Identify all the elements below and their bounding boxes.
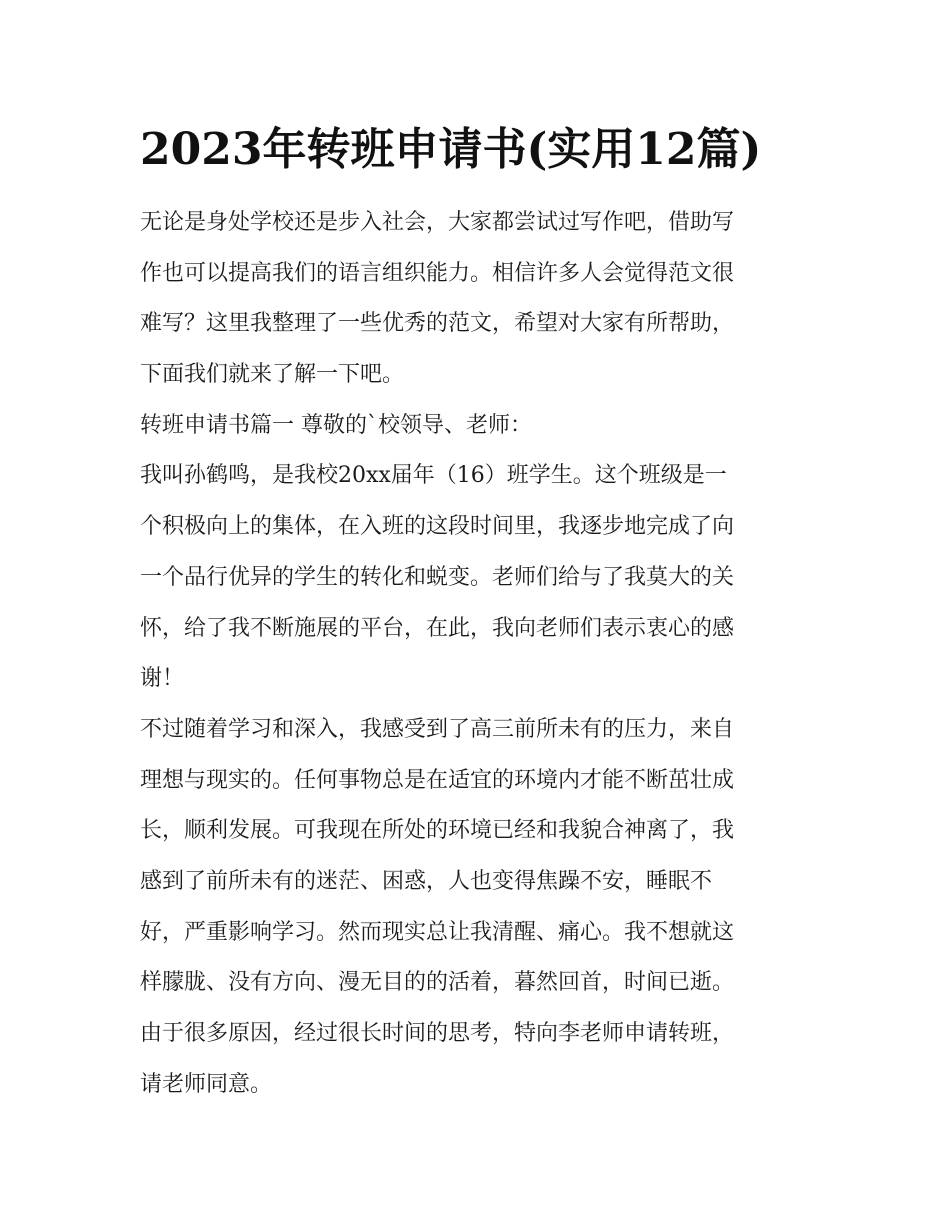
text-line: 谢！	[140, 666, 185, 692]
text-line: 作也可以提高我们的语言组织能力。相信许多人会觉得范文很	[140, 260, 735, 286]
text-line: 不过随着学习和深入，我感受到了高三前所未有的压力，来自	[140, 716, 735, 742]
text-line: 我叫孙鹤鸣，是我校20xx届年（16）班学生。这个班级是一	[140, 463, 727, 489]
text-line: 无论是身处学校还是步入社会，大家都尝试过写作吧，借助写	[140, 210, 735, 235]
text-line: 理想与现实的。任何事物总是在适宜的环境内才能不断茁壮成	[140, 767, 735, 793]
text-line: 长，顺利发展。可我现在所处的环境已经和我貌合神离了，我	[140, 818, 735, 844]
section-heading-line: 转班申请书篇一 尊敬的`校领导、老师：	[140, 412, 532, 438]
text-line: 好，严重影响学习。然而现实总让我清醒、痛心。我不想就这	[140, 919, 735, 945]
text-line: 由于很多原因，经过很长时间的思考，特向李老师申请转班，	[140, 1021, 735, 1046]
text-line: 感到了前所未有的迷茫、困惑，人也变得焦躁不安，睡眠不	[140, 868, 713, 894]
text-line: 个积极向上的集体，在入班的这段时间里，我逐步地完成了向	[140, 514, 735, 540]
text-line: 请老师同意。	[140, 1071, 273, 1097]
text-line: 一个品行优异的学生的转化和蜕变。老师们给与了我莫大的关	[140, 564, 735, 590]
text-line: 难写？这里我整理了一些优秀的范文，希望对大家有所帮助，	[140, 311, 735, 337]
document-body	[140, 201, 812, 1113]
page-title: 2023年转班申请书(实用12篇)	[140, 124, 762, 175]
text-line: 样朦胧、没有方向、漫无目的的活着，暮然回首，时间已逝。	[140, 970, 735, 996]
text-line: 怀，给了我不断施展的平台，在此，我向老师们表示衷心的感	[140, 615, 735, 641]
text-line: 下面我们就来了解一下吧。	[140, 362, 405, 388]
